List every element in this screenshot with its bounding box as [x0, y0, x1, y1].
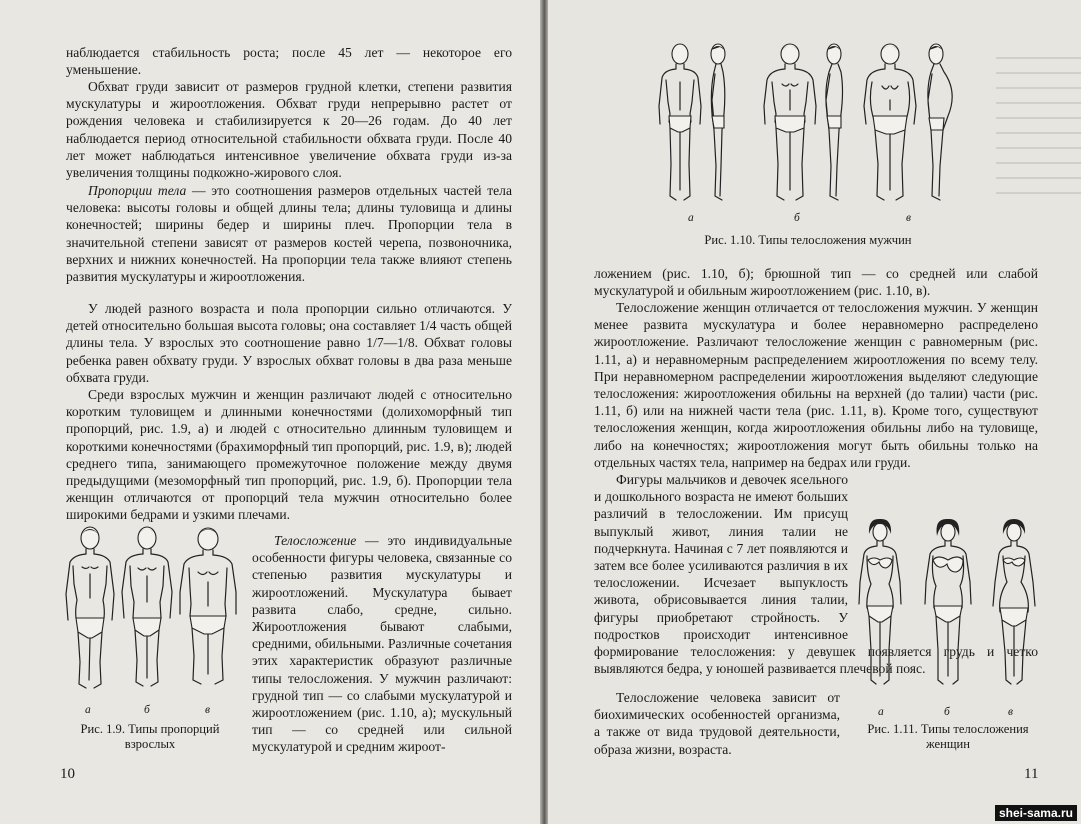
right-paragraph-2: Телосложение женщин отличается от телосложения мужчин. У женщин менее развита мускулатура и более неравномерно распределено жироотложение. Различают телосложение женщин с равномерным (рис. 1.11, а) и неравномерным распределением жироотложения по всему телу. При неравномерном распределении жироотложения выделяют следующие телосложения: жироотложения обильны на верхней (до талии) части (рис. 1.11, б) или на нижней части тела (рис. 1.11, в). Кроме того, существуют телосложения женщин, когда жироотложения обильны либо на туловище, либо на конечностях; жироотложения могут быть обильны только на отдельных частях тела, например на бедрах или груди.	[594, 300, 1038, 470]
book-gutter	[540, 0, 548, 824]
proportion-figure-c	[180, 528, 236, 684]
men-letter-b: б	[794, 212, 800, 224]
figure-men-drawing	[654, 40, 962, 206]
men-figure-b	[764, 44, 843, 200]
left-paragraph-6	[252, 532, 512, 756]
men-letter-c: в	[906, 212, 911, 224]
women-letter-b: б	[944, 706, 950, 718]
figure-women-caption: Рис. 1.11. Типы телосложения женщин	[867, 722, 1029, 751]
right-paragraph-1: ложением (рис. 1.10, б); брюшной тип — со средней или слабой мускулатурой и обильным жироотложением (рис. 1.10, в).	[594, 266, 1038, 299]
bleed-through-text	[996, 44, 1081, 194]
right-page-number: 11	[1024, 766, 1039, 782]
women-figure-c	[993, 519, 1035, 684]
proportion-figure-a	[66, 527, 114, 688]
watermark: shei-sama.ru	[995, 805, 1077, 821]
women-figure-a	[859, 519, 901, 684]
women-figure-b	[925, 519, 971, 684]
term-body-build: Телосложение	[274, 533, 357, 548]
figure-letter-b: б	[144, 704, 150, 716]
left-paragraph-5: Среди взрослых мужчин и женщин различают людей с относительно коротким туловищем и длинными конечностями (долихоморфный тип пропорций, рис. 1.9, а) и людей с относительно длинным туловищем и короткими конечностями (брахиморфный тип пропорций, рис. 1.9, в); людей среднего типа, занимающего промежуточное положение между двумя предыдущими (мезоморфный тип пропорций, рис. 1.9, б). Пропорции тела женщин отличаются от пропорций тела мужчин относительно более широкими бедрами и узкими плечами.	[66, 387, 512, 523]
right-page	[548, 0, 1081, 824]
figure-letter-a: а	[85, 704, 91, 716]
figure-men-body-types	[654, 40, 962, 206]
men-figure-c	[864, 44, 952, 200]
proportion-figure-b	[122, 527, 172, 686]
right-paragraph-4: Телосложение человека зависит от биохимических особенностей организма, а также от вида трудовой деятельности, образа жизни, возраста.	[594, 690, 840, 757]
figure-men-caption: Рис. 1.10. Типы телосложения мужчин	[704, 233, 912, 247]
figure-letter-c: в	[205, 704, 210, 716]
figure-men-letters	[654, 212, 962, 228]
left-paragraph-2: Обхват груди зависит от размеров грудной клетки, степени развития мускулатуры и жироотложения. Обхват груди непрерывно растет от рождения человека и стабилизируется к 20—26 годам. До 40 лет наблюдается период относительной стабильности обхвата груди. После 40 лет может наблюдаться интенсивное увеличение обхвата груди из-за увеличения толщины подкожно-жирового слоя.	[66, 79, 512, 181]
men-figure-a	[659, 44, 725, 200]
left-paragraph-3-text: — это соотношения размеров отдельных частей тела человека: высоты головы и общей длины тела; длины туловища и длины конечностей; ширины бедер и ширины плеч. Пропорции тела в значительной степени зависят от размеров костей черепа, позвоночника, верхних и нижних конечностей. На пропорции тела также влияют степень развития мускулатуры и жироотложения.	[66, 183, 513, 285]
figure-proportions-drawing	[62, 522, 238, 692]
women-letter-c: в	[1008, 706, 1013, 718]
left-page	[0, 0, 540, 824]
men-letter-a: а	[688, 212, 694, 224]
term-proportions: Пропорции тела	[88, 183, 187, 198]
figure-proportions	[62, 522, 238, 692]
left-paragraph-3	[66, 182, 512, 285]
women-letter-a: а	[878, 706, 884, 718]
left-paragraph-6-text: — это индивидуальные особенности фигуры человека, связанные со степенью развития мускулатуры и жироотложений. Мускулатура бывает развита слабо, средне, сильно. Жироотложения бывают слабыми, средними, обильными. Различные сочетания этих характеристик образуют различные типы телосложения. У мужчин различают: грудной тип — со слабыми мускулатурой и жироотложением (рис. 1.10, а); мускульный тип — со средней или сильной мускулатурой и средним жироот-	[252, 533, 512, 755]
left-paragraph-4: У людей разного возраста и пола пропорции сильно отличаются. У детей относительно большая высота головы; она составляет 1/4 часть общей длины тела. У взрослых это соотношение равно 1/7—1/8. Обхват головы ребенка равен обхвату груди. У взрослых обхват головы в два раза меньше обхвата груди.	[66, 301, 512, 385]
figure-women-body-types	[850, 516, 1046, 692]
right-paragraph-3-text: Фигуры мальчиков и девочек ясельного и дошкольного возраста не имеют больших различий в телосложении. Им присущ выпуклый живот, линия талии не подчеркнута. Начиная с 7 лет появляются и затем все более усиливаются различия в их телосложении. Исчезает выпуклость живота, обрисовывается линия талии, фигуры приобретают стройность. У подростков происходит интенсивное формирование телосложения: у девушек появляется грудь и четко выявляются бедра, у юношей развивается плечевой пояс.	[594, 472, 1038, 677]
figure-women-drawing	[850, 516, 1046, 692]
left-paragraph-1: наблюдается стабильность роста; после 45 лет — некоторое его уменьшение.	[66, 45, 512, 78]
left-page-number: 10	[60, 766, 75, 782]
figure-proportions-caption: Рис. 1.9. Типы пропорций взрослых	[80, 722, 220, 751]
figure-proportions-letters	[62, 704, 238, 720]
figure-women-letters	[850, 706, 1046, 722]
